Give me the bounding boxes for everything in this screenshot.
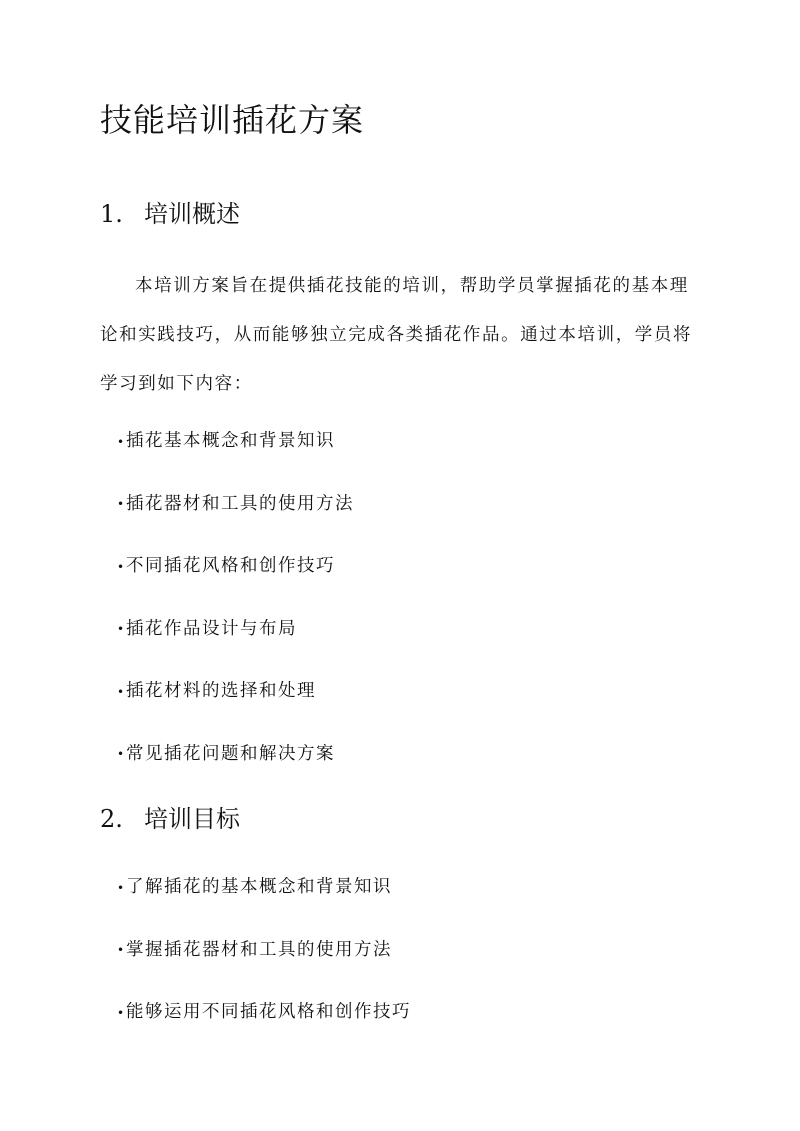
list-item xyxy=(100,616,354,679)
overview-paragraph: 本培训方案旨在提供插花技能的培训，帮助学员掌握插花的基本理论和实践技巧，从而能够独立完成各类插花作品。通过本培训，学员将学习到如下内容： xyxy=(100,276,693,394)
list-item xyxy=(100,937,411,1000)
bullet-icon: • xyxy=(117,747,126,761)
list-item-text: 插花基本概念和背景知识 xyxy=(126,431,335,451)
list-item-text: 常见插花问题和解决方案 xyxy=(126,743,335,764)
list-item-text: 了解插花的基本概念和背景知识 xyxy=(126,877,392,897)
goals-list xyxy=(100,874,411,1062)
list-item xyxy=(100,874,411,937)
bullet-icon: • xyxy=(117,559,126,574)
section-heading-goals xyxy=(100,801,240,837)
section-number: 1. xyxy=(100,200,123,228)
section-title: 培训概述 xyxy=(144,200,240,228)
list-item xyxy=(100,678,354,741)
list-item-text: 能够运用不同插花风格和创作技巧 xyxy=(126,1002,411,1022)
list-item xyxy=(100,999,411,1062)
list-item-text: 插花器材和工具的使用方法 xyxy=(126,493,354,514)
section-number: 2. xyxy=(100,805,123,833)
list-item-text: 掌握插花器材和工具的使用方法 xyxy=(126,939,392,960)
document-title: 技能培训插花方案 xyxy=(100,101,365,139)
section-title: 培训目标 xyxy=(144,805,240,833)
list-item xyxy=(100,491,354,554)
bullet-icon: • xyxy=(117,684,126,699)
section-heading-overview xyxy=(100,196,240,232)
bullet-icon: • xyxy=(117,434,126,449)
bullet-icon: • xyxy=(117,1005,126,1020)
list-item xyxy=(100,553,354,616)
list-item xyxy=(100,741,354,804)
list-item xyxy=(100,428,354,491)
overview-content-list xyxy=(100,428,354,803)
bullet-icon: • xyxy=(117,497,126,511)
bullet-icon: • xyxy=(117,943,126,957)
bullet-icon: • xyxy=(117,880,126,895)
bullet-icon: • xyxy=(117,622,126,636)
list-item-text: 插花材料的选择和处理 xyxy=(126,681,316,701)
list-item-text: 插花作品设计与布局 xyxy=(126,618,297,639)
list-item-text: 不同插花风格和创作技巧 xyxy=(126,556,335,576)
